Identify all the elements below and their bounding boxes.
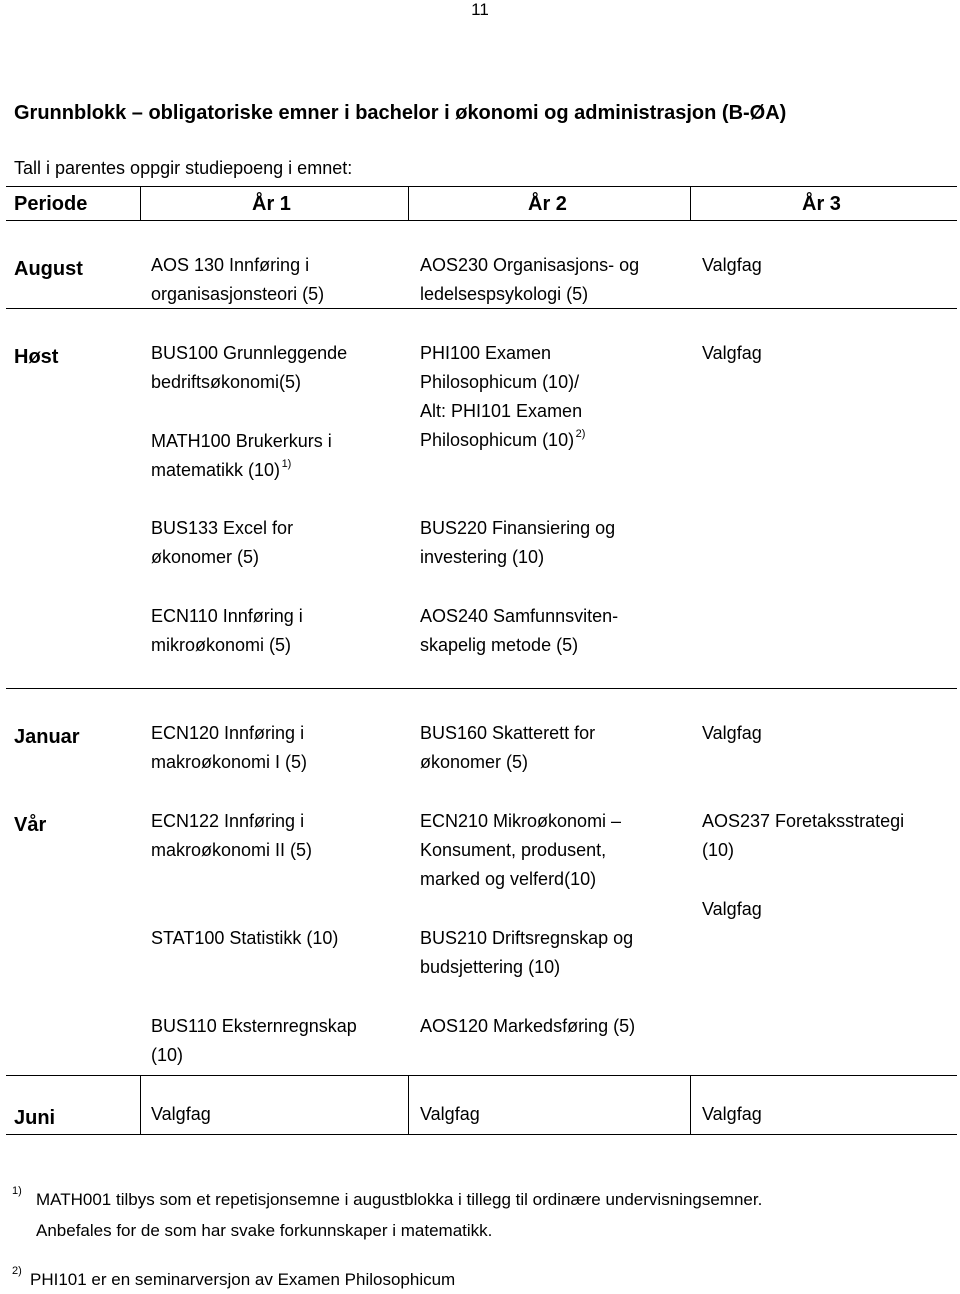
course-line: investering (10)	[420, 547, 545, 567]
elective-juni-year2: Valgfag	[420, 1104, 480, 1124]
period-januar: Januar	[14, 726, 80, 748]
column-divider	[408, 1075, 409, 1134]
course-aos230	[420, 251, 684, 309]
column-divider	[690, 1075, 691, 1134]
footnote-ref-2: 2)	[575, 428, 586, 440]
course-phi100	[420, 339, 684, 455]
course-line: ECN120 Innføring i	[151, 723, 305, 743]
elective-januar: Valgfag	[702, 723, 762, 743]
footnote-text: Anbefales for de som har svake forkunnskaper i matematikk.	[36, 1221, 493, 1240]
course-line: BUS160 Skatterett for	[420, 723, 596, 743]
column-divider	[408, 186, 409, 220]
document-title: Grunnblokk – obligatoriske emner i bachelor i økonomi og administrasjon (B-ØA)	[14, 102, 787, 124]
course-line: ECN122 Innføring i	[151, 811, 305, 831]
row-divider	[6, 1075, 957, 1076]
course-line: økonomer (5)	[420, 752, 529, 772]
header-year-2: År 2	[528, 193, 567, 215]
course-bus133	[151, 514, 403, 572]
course-line: BUS110 Eksternregnskap	[151, 1016, 357, 1036]
course-line: (10)	[702, 840, 735, 860]
footnote-ref-1: 1)	[281, 458, 292, 470]
course-line: Philosophicum (10)/	[420, 372, 580, 392]
period-host: Høst	[14, 346, 59, 368]
course-line: bedriftsøkonomi(5)	[151, 372, 302, 392]
footnote-text: MATH001 tilbys som et repetisjonsemne i augustblokka i tillegg til ordinære undervisningsemner.	[36, 1190, 763, 1209]
period-august: August	[14, 258, 83, 280]
course-line: (10)	[151, 1045, 184, 1065]
course-line: AOS237 Foretaksstrategi	[702, 811, 905, 831]
course-line-text: Philosophicum (10)	[420, 430, 575, 450]
course-line-text: matematikk (10)	[151, 460, 281, 480]
footnote-mark: 1)	[12, 1185, 22, 1197]
elective-august: Valgfag	[702, 255, 762, 275]
course-line: AOS230 Organisasjons- og	[420, 255, 640, 275]
course-line: økonomer (5)	[151, 547, 260, 567]
course-ecn110	[151, 602, 403, 660]
column-divider	[140, 1075, 141, 1134]
course-ecn122	[151, 807, 403, 865]
course-line: AOS 130 Innføring i	[151, 255, 310, 275]
course-line	[151, 456, 403, 485]
course-ecn210	[420, 807, 684, 894]
course-aos130	[151, 251, 403, 309]
column-divider	[690, 186, 691, 220]
course-line: BUS133 Excel for	[151, 518, 294, 538]
elective-host: Valgfag	[702, 343, 762, 363]
header-bottom-border	[6, 220, 957, 221]
course-stat100: STAT100 Statistikk (10)	[151, 928, 339, 948]
header-year-3: År 3	[802, 193, 841, 215]
course-line: skapelig metode (5)	[420, 635, 579, 655]
period-var: Vår	[14, 814, 47, 836]
course-aos240	[420, 602, 684, 660]
course-aos237	[702, 807, 952, 865]
course-line: ledelsespsykologi (5)	[420, 284, 589, 304]
table-top-border	[6, 186, 957, 187]
course-line: PHI100 Examen	[420, 343, 552, 363]
elective-juni-year3: Valgfag	[702, 1104, 762, 1124]
elective-juni-year1: Valgfag	[151, 1104, 211, 1124]
course-line: ECN110 Innføring i	[151, 606, 303, 626]
course-bus100	[151, 339, 403, 397]
course-bus110	[151, 1012, 403, 1070]
table-bottom-border	[6, 1134, 957, 1135]
course-line: BUS220 Finansiering og	[420, 518, 616, 538]
footnote-mark: 2)	[12, 1265, 22, 1277]
footnote-text: PHI101 er en seminarversjon av Examen Philosophicum	[30, 1270, 456, 1289]
course-line: organisasjonsteori (5)	[151, 284, 325, 304]
course-line: makroøkonomi I (5)	[151, 752, 308, 772]
course-line: makroøkonomi II (5)	[151, 840, 313, 860]
course-line: BUS100 Grunnleggende	[151, 343, 348, 363]
course-line: AOS240 Samfunnsviten-	[420, 606, 619, 626]
course-line: Konsument, produsent,	[420, 840, 607, 860]
intro-text: Tall i parentes oppgir studiepoeng i emnet:	[14, 158, 353, 178]
course-bus220	[420, 514, 684, 572]
course-bus210	[420, 924, 684, 982]
row-divider	[6, 688, 957, 689]
course-bus160	[420, 719, 684, 777]
course-ecn120	[151, 719, 403, 777]
header-period: Periode	[14, 193, 88, 215]
course-line: mikroøkonomi (5)	[151, 635, 292, 655]
column-divider	[140, 186, 141, 220]
elective-var: Valgfag	[702, 899, 762, 919]
course-line: BUS210 Driftsregnskap og	[420, 928, 634, 948]
header-year-1: År 1	[252, 193, 291, 215]
page-number: 11	[471, 0, 489, 19]
course-aos120: AOS120 Markedsføring (5)	[420, 1016, 636, 1036]
course-line: Alt: PHI101 Examen	[420, 401, 583, 421]
period-juni: Juni	[14, 1107, 56, 1129]
course-math100	[151, 427, 403, 485]
course-line: marked og velferd(10)	[420, 869, 597, 889]
course-line	[420, 426, 684, 455]
course-line: ECN210 Mikroøkonomi –	[420, 811, 622, 831]
course-line: MATH100 Brukerkurs i	[151, 431, 332, 451]
course-line: budsjettering (10)	[420, 957, 561, 977]
